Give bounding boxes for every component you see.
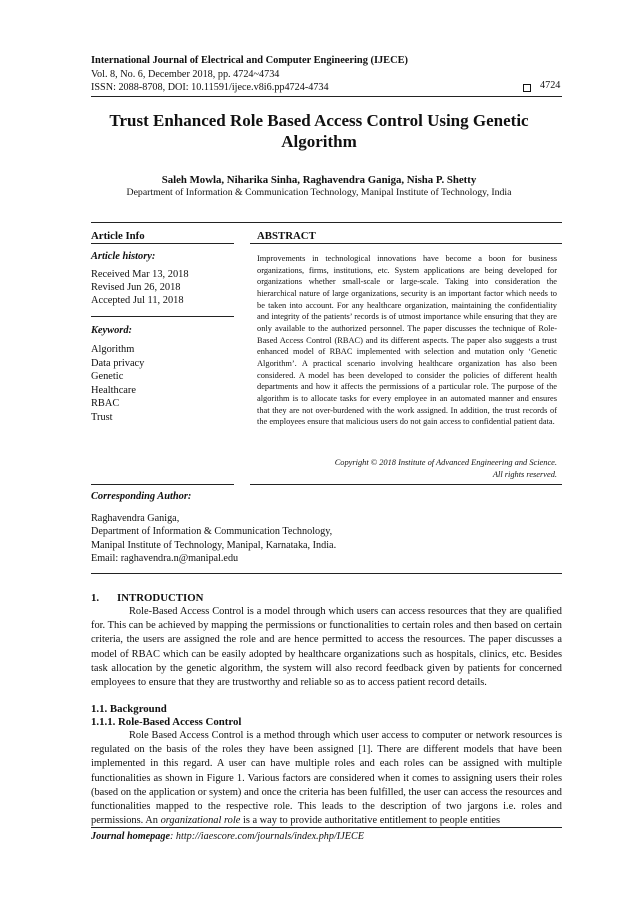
square-icon (523, 84, 531, 92)
section-heading: INTRODUCTION (117, 592, 204, 604)
paper-title: Trust Enhanced Role Based Access Control Using Genetic Algorithm (109, 111, 529, 151)
author-name: Raghavendra Ganiga, (91, 513, 180, 524)
copyright-notice (257, 457, 557, 480)
author-dept: Department of Information & Communication Technology, (91, 526, 333, 538)
keyword-item: Genetic (91, 371, 124, 383)
homepage-label: Journal homepage (91, 831, 170, 842)
abstract-bottom-rule (250, 484, 562, 485)
keyword-rule (91, 484, 234, 485)
author-institute: Manipal Institute of Technology, Manipal, Karnataka, India. (91, 539, 337, 551)
keyword-item: Healthcare (91, 384, 136, 396)
keyword-item: RBAC (91, 398, 120, 410)
background-text-tail: is a way to provide authoritative entitlement to people entities (240, 815, 501, 827)
emphasis-term: organizational role (160, 815, 241, 827)
keyword-item: Algorithm (91, 344, 135, 355)
subsubsection-heading: 1.1.1. Role-Based Access Control (91, 716, 242, 728)
background-paragraph (91, 729, 562, 828)
keyword-item: Data privacy (91, 357, 145, 369)
journal-name: International Journal of Electrical and Computer Engineering (IJECE) (91, 55, 409, 66)
homepage-link[interactable]: : http://iaescore.com/journals/index.php/IJECE (169, 831, 364, 842)
abstract-text: Improvements in technological innovations have become a boon for business organizations, firms, institutions, etc. System applications are being developed for organizations whether small-scale or large-scale. Taking into consideration the hierarchical nature of large organizations, security is an important factor which needs to be taken into account. For any healthcare organization, maintaining the confidentiality and integrity of the patients’ records is of utmost importance while ensuring that they are only available to the authorized personnel. The paper discusses the technique of Role-Based Access Control (RBAC) and its different aspects. The paper also suggests a trust enhanced model of RBAC implemented with selection and mutation only ‘Genetic Algorithm’. A practical scenario involving healthcare organization has also been considered. A model has been developed to consider the policies of different health departments and how it affects the permissions of a particular role. The purpose of the algorithm is to allocate tasks for every employee in an automated manner and ensures that they are not over-burdened with the work assigned. In addition, the trust records of the employees ensure that malicious users do not gain access to confidential patient data. (257, 254, 557, 427)
author-email: Email: raghavendra.n@manipal.edu (91, 552, 239, 564)
article-history-heading: Article history: (91, 251, 156, 262)
header-rule (91, 96, 562, 97)
keyword-heading: Keyword: (91, 325, 132, 336)
keyword-item: Trust (91, 411, 113, 423)
journal-issn: ISSN: 2088-8708, DOI: 10.11591/ijece.v8i6.pp4724-4734 (91, 82, 329, 93)
history-rule (91, 316, 234, 317)
corresponding-author-block (91, 512, 336, 565)
received-date: Received Mar 13, 2018 (91, 269, 189, 280)
introduction-paragraph: Role-Based Access Control is a model through which users can access resources that they are qualified for. This can be achieved by mapping the permissions or functionalities to certain roles and then based on certain criteria, the users are assigned the role and are hence permitted to access the resources. The paper discusses a model of RBAC which can be easily adopted by healthcare organizations such as hospitals, clinics, etc. Besides task allocation by the genetic algorithm, the system will also record feedback given by patients for concerned employees to ensure that they are trustworthy and reliable so as to access patient record details. (91, 606, 562, 689)
background-text: Role Based Access Control is a method through which user access to computer or network resources is regulated on the basis of the roles they have been assigned [1]. There are different models that have been implemented in this regard. A user can have multiple roles and each roles can be assigned with multiple functionalities as shown in Figure 1. Various factors are considered when it comes to assigning users their roles (based on the application or system) and once the criteria has been fulfilled, the user can access the resources and functionalities mapped to the respective role. This leads to the description of two jargons i.e. roles and permissions. An (91, 730, 562, 827)
copyright-line: Copyright © 2018 Institute of Advanced Engineering and Science. (334, 458, 557, 467)
paper-authors: Saleh Mowla, Niharika Sinha, Raghavendra Ganiga, Nisha P. Shetty (161, 174, 477, 186)
section-number: 1. (91, 592, 100, 604)
page-number: 4724 (540, 80, 561, 91)
journal-homepage (91, 831, 364, 842)
abstract-rule (250, 243, 562, 244)
keyword-list (91, 343, 144, 425)
info-top-rule (91, 222, 562, 223)
corresponding-rule (91, 573, 562, 574)
abstract-heading: ABSTRACT (257, 230, 316, 242)
article-info-rule (91, 243, 234, 244)
corresponding-author-heading: Corresponding Author: (91, 491, 192, 502)
rights-line: All rights reserved. (492, 469, 557, 479)
article-info-heading: Article Info (91, 230, 145, 242)
journal-volume: Vol. 8, No. 6, December 2018, pp. 4724~4734 (91, 69, 280, 80)
footer-rule (91, 827, 562, 828)
subsection-heading: 1.1. Background (91, 703, 167, 715)
accepted-date: Accepted Jul 11, 2018 (91, 295, 184, 306)
paper-affiliation: Department of Information & Communication Technology, Manipal Institute of Technology, India (126, 187, 512, 198)
revised-date: Revised Jun 26, 2018 (91, 282, 181, 293)
